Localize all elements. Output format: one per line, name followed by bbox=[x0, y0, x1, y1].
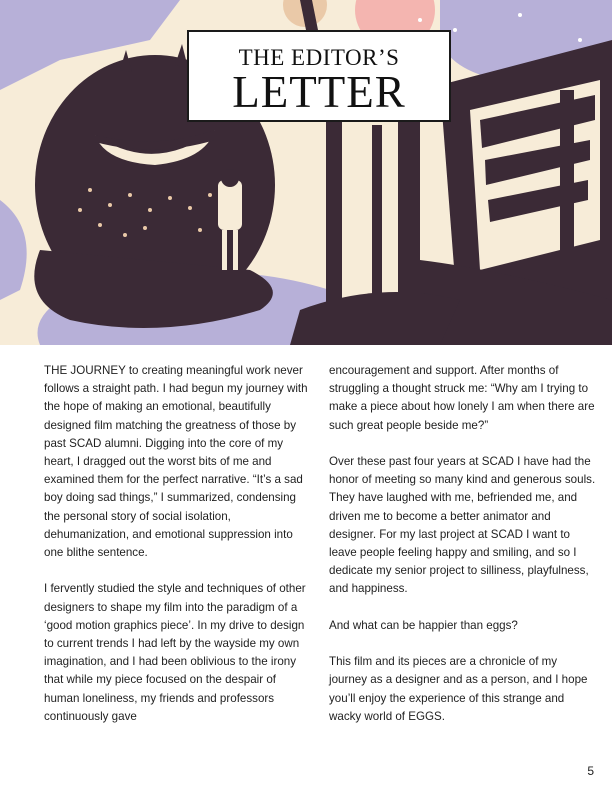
paragraph: encouragement and support. After months of struggling a thought struck me: “Why am I trying to make a piece about how lonely I am when there are such great people beside me?” bbox=[329, 364, 595, 432]
paragraph: I fervently studied the style and techniques of other designers to shape my film into the paradigm of a ‘good motion graphics piece’. In my drive to design to current trends I had left by the wayside my own imagination, and I had been oblivious to the irony that while my piece focused on the despair of human loneliness, my friends and professors continuously gave bbox=[44, 582, 306, 723]
right-column bbox=[329, 362, 597, 744]
hero-illustration bbox=[0, 0, 612, 345]
page-title-line2: LETTER bbox=[232, 67, 406, 117]
page-number: 5 bbox=[587, 764, 594, 778]
paragraph: And what can be happier than eggs? bbox=[329, 618, 518, 632]
left-column bbox=[44, 362, 312, 744]
page-title-line1: THE EDITOR’S bbox=[238, 45, 400, 70]
paragraph: This film and its pieces are a chronicle of my journey as a designer and as a person, and I hope you’ll enjoy the experience of this strange and wacky world of EGGS. bbox=[329, 655, 588, 723]
title-box bbox=[187, 30, 451, 122]
paragraph: THE JOURNEY to creating meaningful work never follows a straight path. I had begun my journey with the hope of making an emotional, beautifully designed film matching the greatness of those by past SCAD alumni. Digging into the core of my heart, I dragged out the worst bits of me and examined them for the perfect narrative. “It’s a sad boy doing sad things,” I summarized, condensing the personal story of social isolation, dehumanization, and emotional suppression into one blithe sentence. bbox=[44, 364, 308, 560]
paragraph: Over these past four years at SCAD I have had the honor of meeting so many kind and generous souls. They have laughed with me, befriended me, and driven me to become a better animator and designer. For my last project at SCAD I want to leave people feeling happy and smiling, and so I dedicate my senior project to silliness, playfulness, and happiness. bbox=[329, 455, 596, 596]
